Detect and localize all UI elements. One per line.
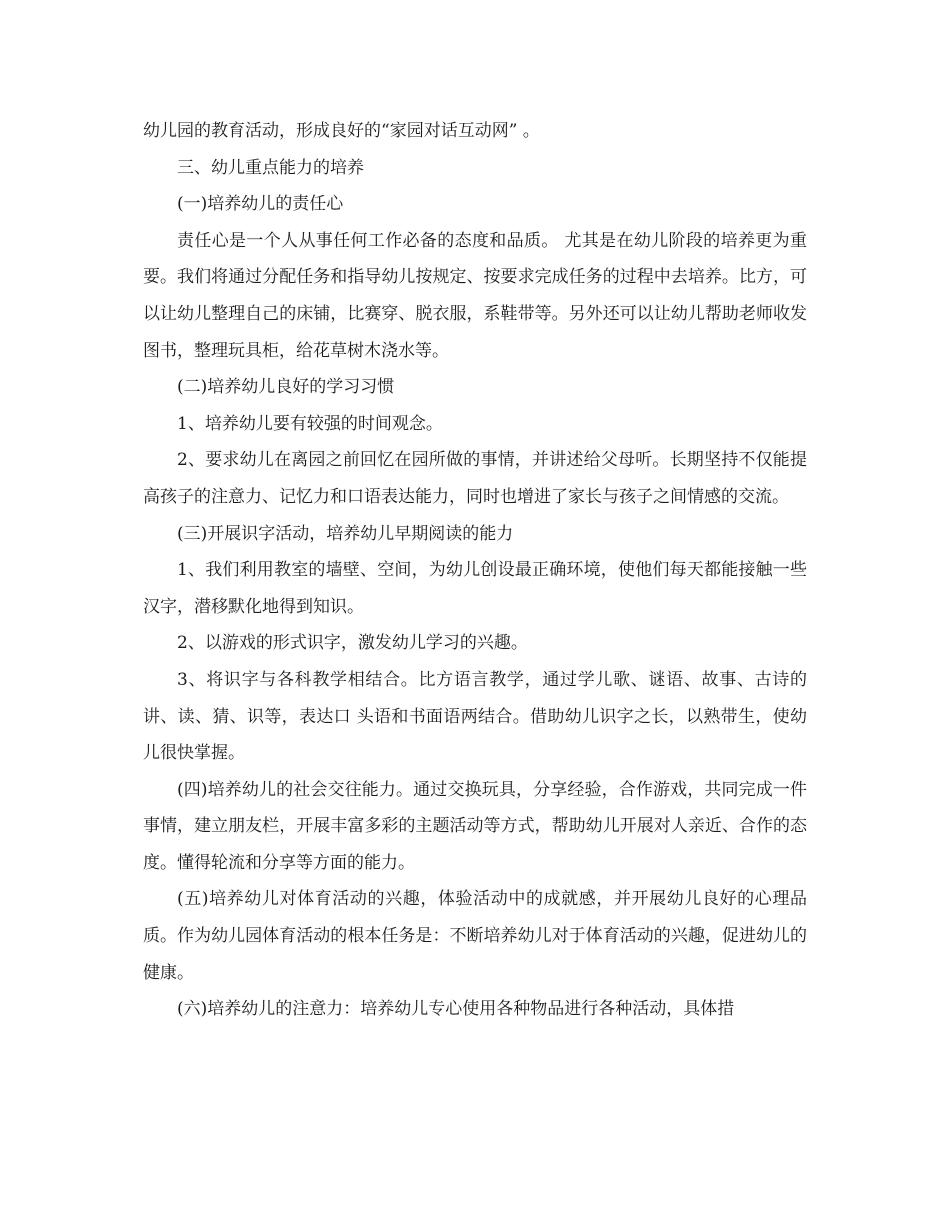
- subsection-heading: (三)开展识字活动，培养幼儿早期阅读的能力: [177, 523, 514, 544]
- body-paragraph: (四)培养幼儿的社会交往能力。通过交换玩具，分享经验，合作游戏，共同完成一件事情，建立朋友栏，开展丰富多彩的主题活动等方式，帮助幼儿开展对人亲近、合作的态度。懂得轮流和分享等方面的能力。: [143, 779, 807, 873]
- body-paragraph: (六)培养幼儿的注意力：培养幼儿专心使用各种物品进行各种活动，具体措: [177, 999, 735, 1020]
- subsection-heading: (一)培养幼儿的责任心: [177, 194, 344, 215]
- subsection-heading: (二)培养幼儿良好的学习习惯: [177, 377, 395, 398]
- list-item: 1、我们利用教室的墙壁、空间，为幼儿创设最正确环境，使他们每天都能接触一些汉字，潜移默化地得到知识。: [143, 560, 807, 617]
- list-item: 3、将识字与各科教学相结合。比方语言教学，通过学儿歌、谜语、故事、古诗的讲、读、猜、识等，表达口 头语和书面语两结合。借助幼儿识字之长，以熟带生，使幼儿很快掌握。: [143, 669, 807, 764]
- document-page: [143, 113, 807, 1028]
- body-paragraph: 责任心是一个人从事任何工作必备的态度和品质。 尤其是在幼儿阶段的培养更为重要。我们将通过分配任务和指导幼儿按规定、按要求完成任务的过程中去培养。比方，可以让幼儿整理自己的床铺，比赛穿、脱衣服，系鞋带等。另外还可以让幼儿帮助老师收发图书，整理玩具柜，给花草树木浇水等。: [143, 230, 807, 361]
- list-item: 2、要求幼儿在离园之前回忆在园所做的事情，并讲述给父母听。长期坚持不仅能提高孩子的注意力、记忆力和口语表达能力，同时也增进了家长与孩子之间情感的交流。: [143, 450, 807, 507]
- body-paragraph: (五)培养幼儿对体育活动的兴趣，体验活动中的成就感，并开展幼儿良好的心理品质。作为幼儿园体育活动的根本任务是：不断培养幼儿对于体育活动的兴趣，促进幼儿的健康。: [143, 889, 807, 983]
- section-heading: 三、幼儿重点能力的培养: [177, 157, 364, 178]
- list-item: 2、以游戏的形式识字，激发幼儿学习的兴趣。: [177, 633, 528, 654]
- paragraph-continuation: 幼儿园的教育活动，形成良好的“家园对话互动网” 。: [143, 121, 540, 141]
- list-item: 1、培养幼儿要有较强的时间观念。: [177, 413, 443, 434]
